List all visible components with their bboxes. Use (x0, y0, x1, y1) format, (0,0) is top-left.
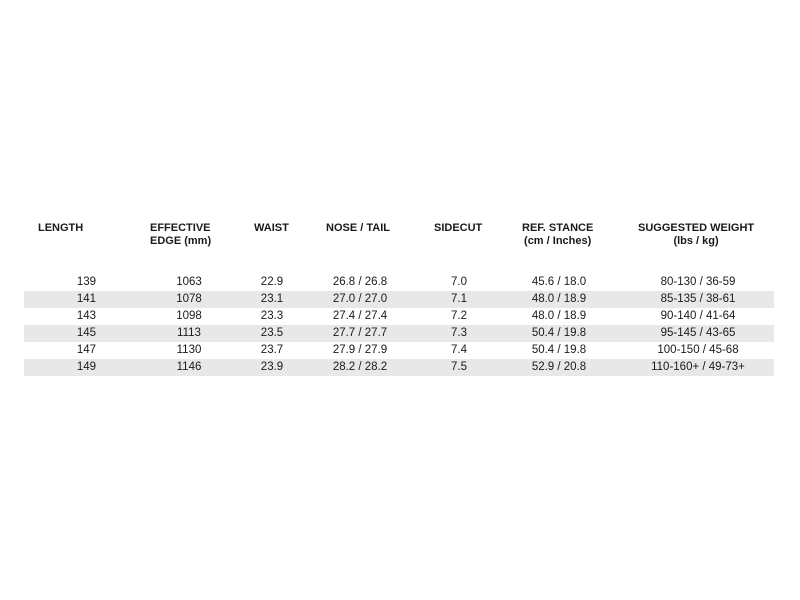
cell-effective-edge: 1098 (176, 310, 202, 322)
cell-ref-stance: 50.4 / 19.8 (531, 344, 587, 356)
table-row (24, 342, 774, 359)
header-ref-stance-line1: REF. STANCE (522, 222, 594, 234)
cell-suggested-weight: 110-160+ / 49-73+ (651, 361, 745, 373)
table-row (24, 274, 774, 291)
cell-sidecut: 7.2 (451, 310, 467, 322)
cell-suggested-weight: 80-130 / 36-59 (660, 276, 736, 288)
cell-effective-edge: 1113 (177, 327, 201, 339)
size-spec-table (24, 222, 774, 376)
cell-waist: 23.3 (260, 310, 284, 322)
cell-nose-tail: 27.7 / 27.7 (332, 327, 388, 339)
header-effective-edge-line1: EFFECTIVE (150, 222, 211, 234)
cell-ref-stance: 52.9 / 20.8 (531, 361, 587, 373)
header-waist (254, 222, 289, 235)
table-row (24, 325, 774, 342)
cell-sidecut: 7.5 (451, 361, 467, 373)
cell-waist: 22.9 (260, 276, 284, 288)
header-sidecut (434, 222, 482, 235)
cell-nose-tail: 26.8 / 26.8 (332, 276, 388, 288)
header-ref-stance (522, 222, 593, 248)
cell-suggested-weight: 100-150 / 45-68 (657, 344, 739, 356)
cell-ref-stance: 45.6 / 18.0 (531, 276, 587, 288)
cell-suggested-weight: 90-140 / 41-64 (660, 310, 736, 322)
cell-effective-edge: 1130 (176, 344, 202, 356)
cell-effective-edge: 1063 (176, 276, 202, 288)
cell-sidecut: 7.4 (451, 344, 467, 356)
header-ref-stance-line2: (cm / Inches) (524, 235, 592, 247)
cell-nose-tail: 27.0 / 27.0 (332, 293, 388, 305)
table-row (24, 308, 774, 325)
header-effective-edge (150, 222, 211, 248)
table-row (24, 359, 774, 376)
cell-ref-stance: 48.0 / 18.9 (531, 293, 587, 305)
cell-length: 145 (76, 327, 96, 339)
cell-waist: 23.5 (260, 327, 284, 339)
header-length-label: LENGTH (38, 222, 84, 234)
cell-nose-tail: 27.9 / 27.9 (332, 344, 388, 356)
cell-suggested-weight: 85-135 / 38-61 (660, 293, 736, 305)
cell-sidecut: 7.0 (451, 276, 467, 288)
table-header (24, 222, 774, 274)
cell-length: 143 (76, 310, 96, 322)
header-sidecut-label: SIDECUT (434, 222, 483, 234)
cell-nose-tail: 27.4 / 27.4 (332, 310, 388, 322)
header-suggested-weight (638, 222, 754, 248)
cell-effective-edge: 1146 (176, 361, 202, 373)
cell-sidecut: 7.3 (451, 327, 467, 339)
header-suggested-weight-line2: (lbs / kg) (673, 235, 719, 247)
cell-sidecut: 7.1 (451, 293, 467, 305)
cell-length: 149 (76, 361, 96, 373)
header-waist-label: WAIST (254, 222, 289, 234)
cell-length: 147 (76, 344, 96, 356)
header-length (38, 222, 83, 235)
cell-ref-stance: 50.4 / 19.8 (531, 327, 587, 339)
cell-length: 139 (76, 276, 96, 288)
cell-length: 141 (76, 293, 96, 305)
cell-waist: 23.9 (260, 361, 284, 373)
cell-suggested-weight: 95-145 / 43-65 (660, 327, 736, 339)
table-row (24, 291, 774, 308)
header-nose-tail-label: NOSE / TAIL (326, 222, 390, 234)
cell-nose-tail: 28.2 / 28.2 (332, 361, 388, 373)
header-suggested-weight-line1: SUGGESTED WEIGHT (638, 222, 755, 234)
header-nose-tail (326, 222, 390, 235)
header-effective-edge-line2: EDGE (mm) (150, 235, 212, 247)
cell-waist: 23.1 (260, 293, 284, 305)
cell-waist: 23.7 (260, 344, 284, 356)
cell-effective-edge: 1078 (176, 293, 202, 305)
cell-ref-stance: 48.0 / 18.9 (531, 310, 587, 322)
